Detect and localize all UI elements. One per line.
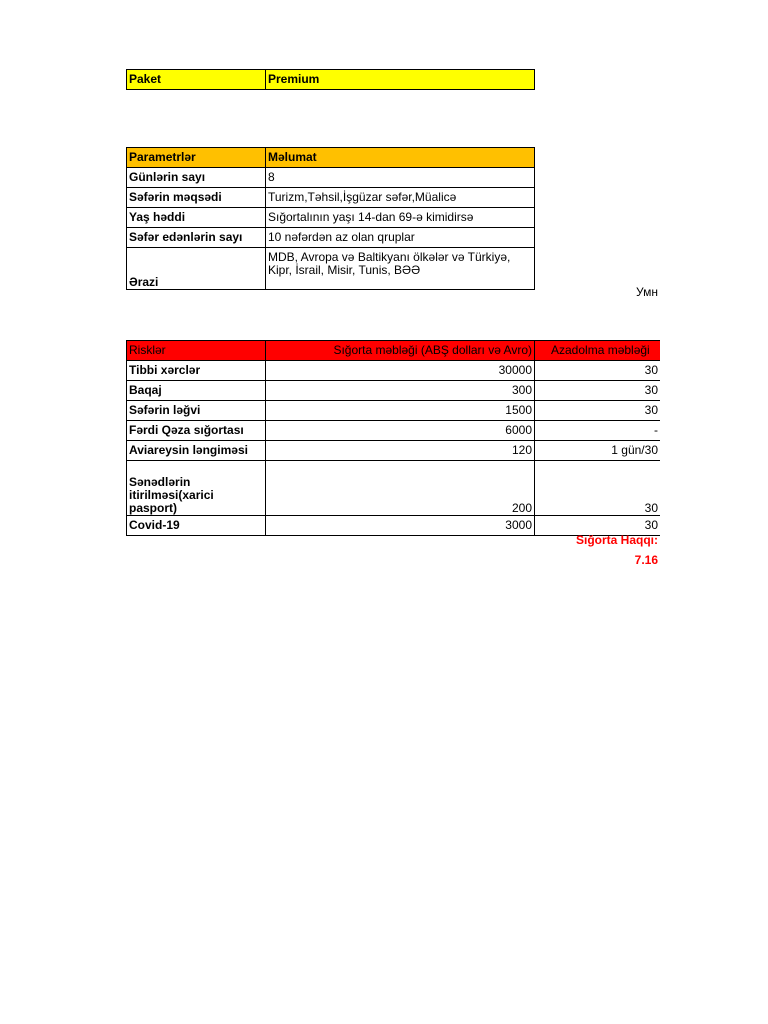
parameters-header-label: Parametrlər bbox=[127, 148, 266, 168]
table-row bbox=[127, 421, 661, 441]
param-value: Turizm,Təhsil,İşgüzar səfər,Müalicə bbox=[266, 188, 535, 208]
risks-header-amount: Sığorta məbləği (ABŞ dolları və Avro) bbox=[266, 341, 535, 361]
risks-table bbox=[126, 340, 660, 536]
table-row bbox=[127, 248, 535, 290]
risk-deductible: 30 bbox=[535, 381, 661, 401]
package-value: Premium bbox=[266, 70, 535, 90]
package-table bbox=[126, 69, 535, 90]
risk-name: Baqaj bbox=[127, 381, 266, 401]
risk-amount: 200 bbox=[266, 461, 535, 516]
table-row bbox=[127, 188, 535, 208]
risk-amount: 1500 bbox=[266, 401, 535, 421]
risk-amount: 120 bbox=[266, 441, 535, 461]
param-value: MDB, Avropa və Baltikyanı ölkələr və Türkiyə, Kipr, İsrail, Misir, Tunis, BƏƏ bbox=[266, 248, 535, 290]
risk-name: Sənədlərin itirilməsi(xarici pasport) bbox=[127, 461, 266, 516]
package-row bbox=[127, 70, 535, 90]
risk-amount: 6000 bbox=[266, 421, 535, 441]
risk-name: Aviareysin ləngiməsi bbox=[127, 441, 266, 461]
param-label: Yaş həddi bbox=[127, 208, 266, 228]
table-row bbox=[127, 361, 661, 381]
risks-header-row bbox=[127, 341, 661, 361]
table-row bbox=[127, 441, 661, 461]
risk-deductible: 30 bbox=[535, 401, 661, 421]
param-value: Sığortalının yaşı 14-dan 69-ə kimidirsə bbox=[266, 208, 535, 228]
risk-name: Covid-19 bbox=[127, 516, 266, 536]
table-row bbox=[127, 401, 661, 421]
risk-amount: 3000 bbox=[266, 516, 535, 536]
risk-deductible: - bbox=[535, 421, 661, 441]
table-row bbox=[127, 461, 661, 516]
parameters-table bbox=[126, 147, 535, 290]
risk-amount: 30000 bbox=[266, 361, 535, 381]
premium-value: 7.16 bbox=[634, 553, 658, 567]
risk-name: Fərdi Qəza sığortası bbox=[127, 421, 266, 441]
risks-header-risk: Risklər bbox=[127, 341, 266, 361]
risk-name: Tibbi xərclər bbox=[127, 361, 266, 381]
premium-label: Sığorta Haqqı: bbox=[575, 533, 658, 547]
table-row bbox=[127, 208, 535, 228]
risk-deductible: 1 gün/30 bbox=[535, 441, 661, 461]
side-note: Умн bbox=[636, 285, 658, 299]
package-label: Paket bbox=[127, 70, 266, 90]
risk-deductible: 30 bbox=[535, 516, 661, 536]
table-row bbox=[127, 381, 661, 401]
risk-amount: 300 bbox=[266, 381, 535, 401]
risk-deductible: 30 bbox=[535, 461, 661, 516]
parameters-header-value: Məlumat bbox=[266, 148, 535, 168]
risk-name: Səfərin ləğvi bbox=[127, 401, 266, 421]
param-label: Səfərin məqsədi bbox=[127, 188, 266, 208]
table-row bbox=[127, 168, 535, 188]
risk-deductible: 30 bbox=[535, 361, 661, 381]
parameters-header-row bbox=[127, 148, 535, 168]
param-label: Günlərin sayı bbox=[127, 168, 266, 188]
param-value: 10 nəfərdən az olan qruplar bbox=[266, 228, 535, 248]
table-row bbox=[127, 228, 535, 248]
param-value: 8 bbox=[266, 168, 535, 188]
param-label: Səfər edənlərin sayı bbox=[127, 228, 266, 248]
risks-header-deductible: Azadolma məbləği bbox=[535, 341, 661, 361]
param-label: Ərazi bbox=[127, 248, 266, 290]
